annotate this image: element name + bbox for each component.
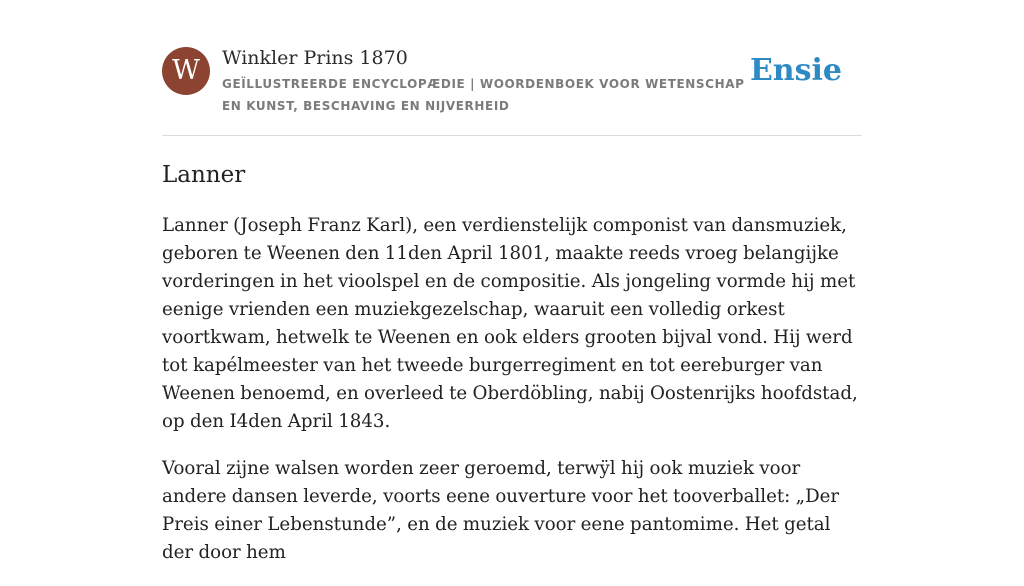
article-body xyxy=(162,212,862,586)
source-subtitle: GEÏLLUSTREERDE ENCYCLOPÆDIE | WOORDENBOEK VOOR WETENSCHAP EN KUNST, BESCHAVING EN NIJVERHEID xyxy=(222,77,745,113)
article-paragraph-1: Lanner (Joseph Franz Karl), een verdienstelijk componist van dansmuziek, geboren te Weenen den 11den April 1801, maakte reeds vroeg belangijke vorderingen in het vioolspel en de compositie. Als jongeling vormde hij met eenige vrienden een muziekgezelschap, waaruit een volledig orkest voortkwam, hetwelk te Weenen en ook elders grooten bijval vond. Hij werd tot kapélmeester van het tweede burgerregiment en tot eereburger van Weenen benoemd, en overleed te Oberdöbling, nabij Oostenrijks hoofdstad, op den I4den April 1843. xyxy=(162,215,858,432)
ensie-logo-link[interactable]: Ensie xyxy=(749,53,842,88)
source-avatar[interactable]: W xyxy=(162,47,210,95)
source-header xyxy=(162,46,862,116)
article-title: Lanner xyxy=(162,162,246,188)
source-title[interactable]: Winkler Prins 1870 xyxy=(222,47,408,69)
header-divider xyxy=(162,135,862,136)
article-paragraph-2: Vooral zijne walsen worden zeer geroemd, terwÿl hij ook muziek voor andere dansen leverde, voorts eene ouverture voor het tooverballet: „Der Preis einer Lebenstunde”, en de muziek voor eene pantomime. Het getal der door hem xyxy=(162,458,840,563)
